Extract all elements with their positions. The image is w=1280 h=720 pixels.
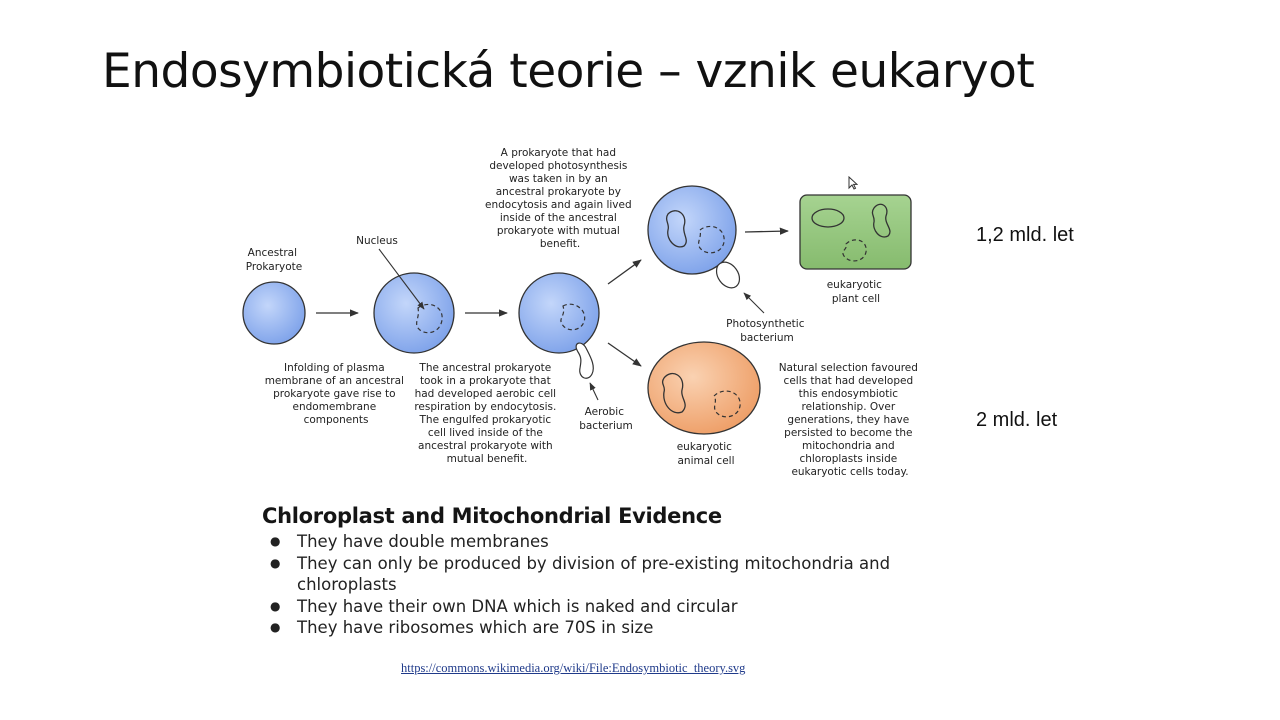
label-aerobic-bacterium: Aerobic bacterium: [579, 406, 633, 432]
time-label-mitochondria: 2 mld. let: [976, 409, 1058, 431]
bullet-icon: ●: [270, 555, 281, 570]
arrow-to-animal: [608, 343, 641, 366]
caption-photosynthesis: A prokaryote that had developed photosynthesis was taken in by an ancestral prokaryote by endocytosis and again lived inside of the ancestral prokaryote with mutual benefit.: [485, 147, 632, 250]
evidence-item-text: They have their own DNA which is naked and circular: [297, 596, 738, 616]
caption-infolding: Infolding of plasma membrane of an ancestral prokaryote gave rise to endomembrane components: [264, 362, 404, 426]
bullet-icon: ●: [270, 620, 281, 634]
evidence-section: [262, 504, 962, 639]
bullet-icon: ●: [270, 534, 281, 548]
plant-cell: [800, 195, 911, 269]
label-photosynthetic-bacterium: Photosynthetic bacterium: [726, 318, 805, 344]
evidence-item: [262, 531, 962, 553]
arrow-to-plant: [745, 231, 788, 232]
label-nucleus: Nucleus: [356, 235, 398, 247]
evidence-item: [262, 553, 962, 596]
label-ancestral-prokaryote: Ancestral Prokaryote: [245, 247, 303, 273]
bullet-icon: ●: [270, 598, 281, 613]
evidence-item: [262, 596, 962, 618]
pre-plant-cell: [648, 186, 736, 274]
ancestral-prokaryote-cell: [243, 282, 305, 344]
label-plant-cell: eukaryotic plant cell: [826, 279, 882, 305]
evidence-item-text: They have ribosomes which are 70S in size: [297, 618, 654, 637]
evidence-item-text: They have double membranes: [297, 532, 549, 551]
aerobic-pointer: [590, 383, 598, 400]
time-label-chloroplast: 1,2 mld. let: [976, 224, 1074, 246]
label-animal-cell: eukaryotic animal cell: [676, 441, 735, 467]
aerobic-host-cell: [519, 273, 599, 353]
arrow-to-upper: [608, 260, 641, 284]
aerobic-bacterium: [576, 343, 593, 378]
caption-aerobic: The ancestral prokaryote took in a prokaryote that had developed aerobic cell respiration by endocytosis. The engulfed prokaryotic cell lived inside of the ancestral prokaryote with mutual benefit.: [414, 362, 557, 465]
caption-natural-selection: Natural selection favoured cells that had developed this endosymbiotic relationship. Over generations, they have persisted to become the mitochondria and chloroplasts inside eukaryotic cells today.: [778, 362, 918, 478]
slide-title: Endosymbiotická teorie – vznik eukaryot: [102, 44, 1035, 99]
photosynthetic-pointer: [744, 293, 764, 313]
evidence-item: [262, 617, 962, 639]
evidence-list: [262, 531, 962, 639]
source-link[interactable]: https://commons.wikimedia.org/wiki/File:Endosymbiotic_theory.svg: [401, 661, 746, 675]
evidence-title: Chloroplast and Mitochondrial Evidence: [262, 504, 722, 528]
evidence-item-text: They can only be produced by division of pre-existing mitochondria and chloroplasts: [297, 553, 891, 594]
nucleated-prokaryote-cell: [374, 273, 454, 353]
mouse-cursor-icon: [848, 176, 858, 190]
